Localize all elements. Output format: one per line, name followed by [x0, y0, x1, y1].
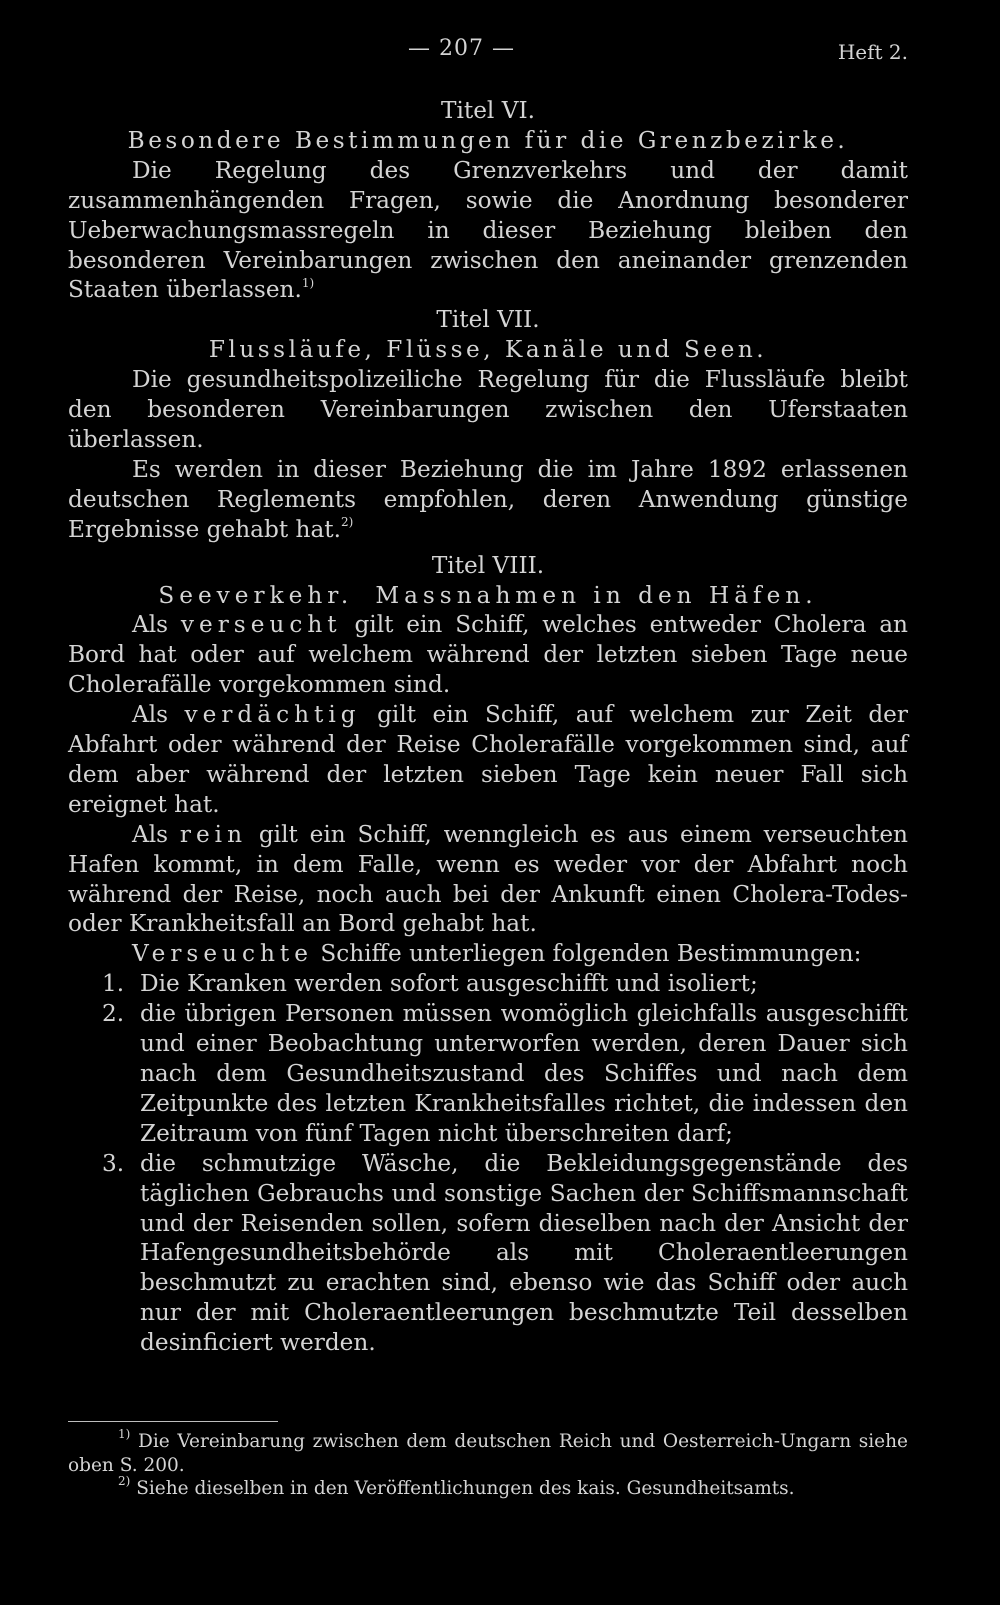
- emphasis-term: Verseuchte: [132, 940, 313, 968]
- page-body: [68, 96, 908, 1358]
- paragraph: Die gesundheitspolizeiliche Regelung für die Flussläufe bleibt den besonderen Vereinbarungen zwischen den Uferstaaten überlassen.: [68, 366, 908, 453]
- emphasis-term: verdächtig: [184, 701, 361, 729]
- text-run: Als: [132, 611, 181, 639]
- footnote: [68, 1426, 908, 1477]
- text-run: gilt ein Schiff, auf welchem zur Zeit der Abfahrt oder während der Reise Cholerafälle vorgekommen sind, auf dem aber während der letzten sieben Tage kein neuer Fall sich ereignet hat.: [68, 701, 908, 818]
- section-subheading-7: Flussläufe, Flüsse, Kanäle und Seen.: [208, 336, 768, 364]
- paragraph: [68, 455, 908, 545]
- text-run: gilt ein Schiff, welches entweder Cholera an Bord hat oder auf welchem während der letzten sieben Tage neue Cholerafälle vorgekommen sind.: [68, 611, 908, 699]
- page-number: — 207 —: [408, 36, 515, 61]
- text-run: Als: [132, 820, 180, 848]
- paragraph: [68, 820, 908, 940]
- footnote-ref: 1): [301, 275, 315, 290]
- footnote-ref: 2): [340, 514, 354, 529]
- section-heading-7: Titel VII.: [436, 306, 540, 334]
- list-item: [68, 999, 908, 1149]
- paragraph: [68, 610, 908, 700]
- paragraph: [68, 156, 908, 306]
- page-header: [68, 36, 908, 70]
- emphasis-term: verseucht: [180, 611, 342, 639]
- list-number: 3.: [102, 1149, 125, 1177]
- subheading-part: Massnahmen in den Häfen.: [375, 581, 818, 609]
- paragraph-text: Es werden in dieser Beziehung die im Jahre 1892 erlassenen deutschen Reglements empfohlen, deren Anwendung günstige Ergebnisse gehabt hat.: [68, 455, 908, 543]
- subheading-part: Seeverkehr.: [158, 581, 354, 609]
- list-text: die schmutzige Wäsche, die Bekleidungsgegenstände des täglichen Gebrauchs und sonstige Sachen der Schiffsmannschaft und der Reisenden sollen, sofern dieselben nach der Ansicht der Hafengesundheitsbehörde als mit Choleraentleerungen beschmutzt zu erachten sind, ebenso wie das Schiff oder auch nur der mit Choleraentleerungen beschmutzte Teil desselben desinficiert werden.: [140, 1149, 908, 1357]
- footnotes: [68, 1426, 908, 1501]
- footnote-text: Siehe dieselben in den Veröffentlichungen des kais. Gesundheitsamts.: [130, 1478, 795, 1499]
- list-item: [68, 969, 908, 999]
- emphasis-term: rein: [179, 820, 248, 848]
- section-subheading-8: [68, 581, 908, 611]
- paragraph: [68, 939, 908, 969]
- document-page: [68, 0, 908, 1605]
- list-text: Die Kranken werden sofort ausgeschifft und isoliert;: [140, 970, 758, 998]
- footnote-divider: [68, 1421, 278, 1422]
- footnote: [68, 1473, 908, 1501]
- list-item: [68, 1149, 908, 1358]
- section-heading-6: Titel VI.: [441, 97, 535, 124]
- footnote-mark: 1): [118, 1426, 131, 1441]
- list-number: 1.: [102, 970, 125, 998]
- footnote-text: Die Vereinbarung zwischen dem deutschen Reich und Oesterreich-Ungarn siehe oben S. 200.: [68, 1431, 908, 1476]
- paragraph-text: Die Regelung des Grenzverkehrs und der damit zusammenhängenden Fragen, sowie die Anordnung besonderer Ueberwachungsmassregeln in dieser Beziehung bleiben den besonderen Vereinbarungen zwischen den aneinander grenzenden Staaten überlassen.: [68, 156, 908, 304]
- issue-label: Heft 2.: [837, 40, 908, 64]
- list-text: die übrigen Personen müssen womöglich gleichfalls ausgeschifft und einer Beobachtung unterworfen werden, deren Dauer sich nach dem Gesundheitszustand des Schiffes und nach dem Zeitpunkte des letzten Krankheitsfalles richtet, die indessen den Zeitraum von fünf Tagen nicht überschreiten darf;: [140, 1000, 908, 1147]
- footnote-mark: 2): [118, 1473, 131, 1488]
- text-run: Schiffe unterliegen folgenden Bestimmungen:: [312, 940, 862, 968]
- text-run: Als: [132, 701, 185, 729]
- list-number: 2.: [102, 1000, 125, 1028]
- section-subheading-6: Besondere Bestimmungen für die Grenzbezirke.: [127, 126, 849, 154]
- paragraph: [68, 700, 908, 820]
- text-run: gilt ein Schiff, wenngleich es aus einem verseuchten Hafen kommt, in dem Falle, wenn es weder vor der Abfahrt noch während der Reise, noch auch bei der Ankunft einen Cholera-Todes- oder Krankheitsfall an Bord gehabt hat.: [68, 820, 908, 938]
- section-heading-8: Titel VIII.: [431, 551, 545, 579]
